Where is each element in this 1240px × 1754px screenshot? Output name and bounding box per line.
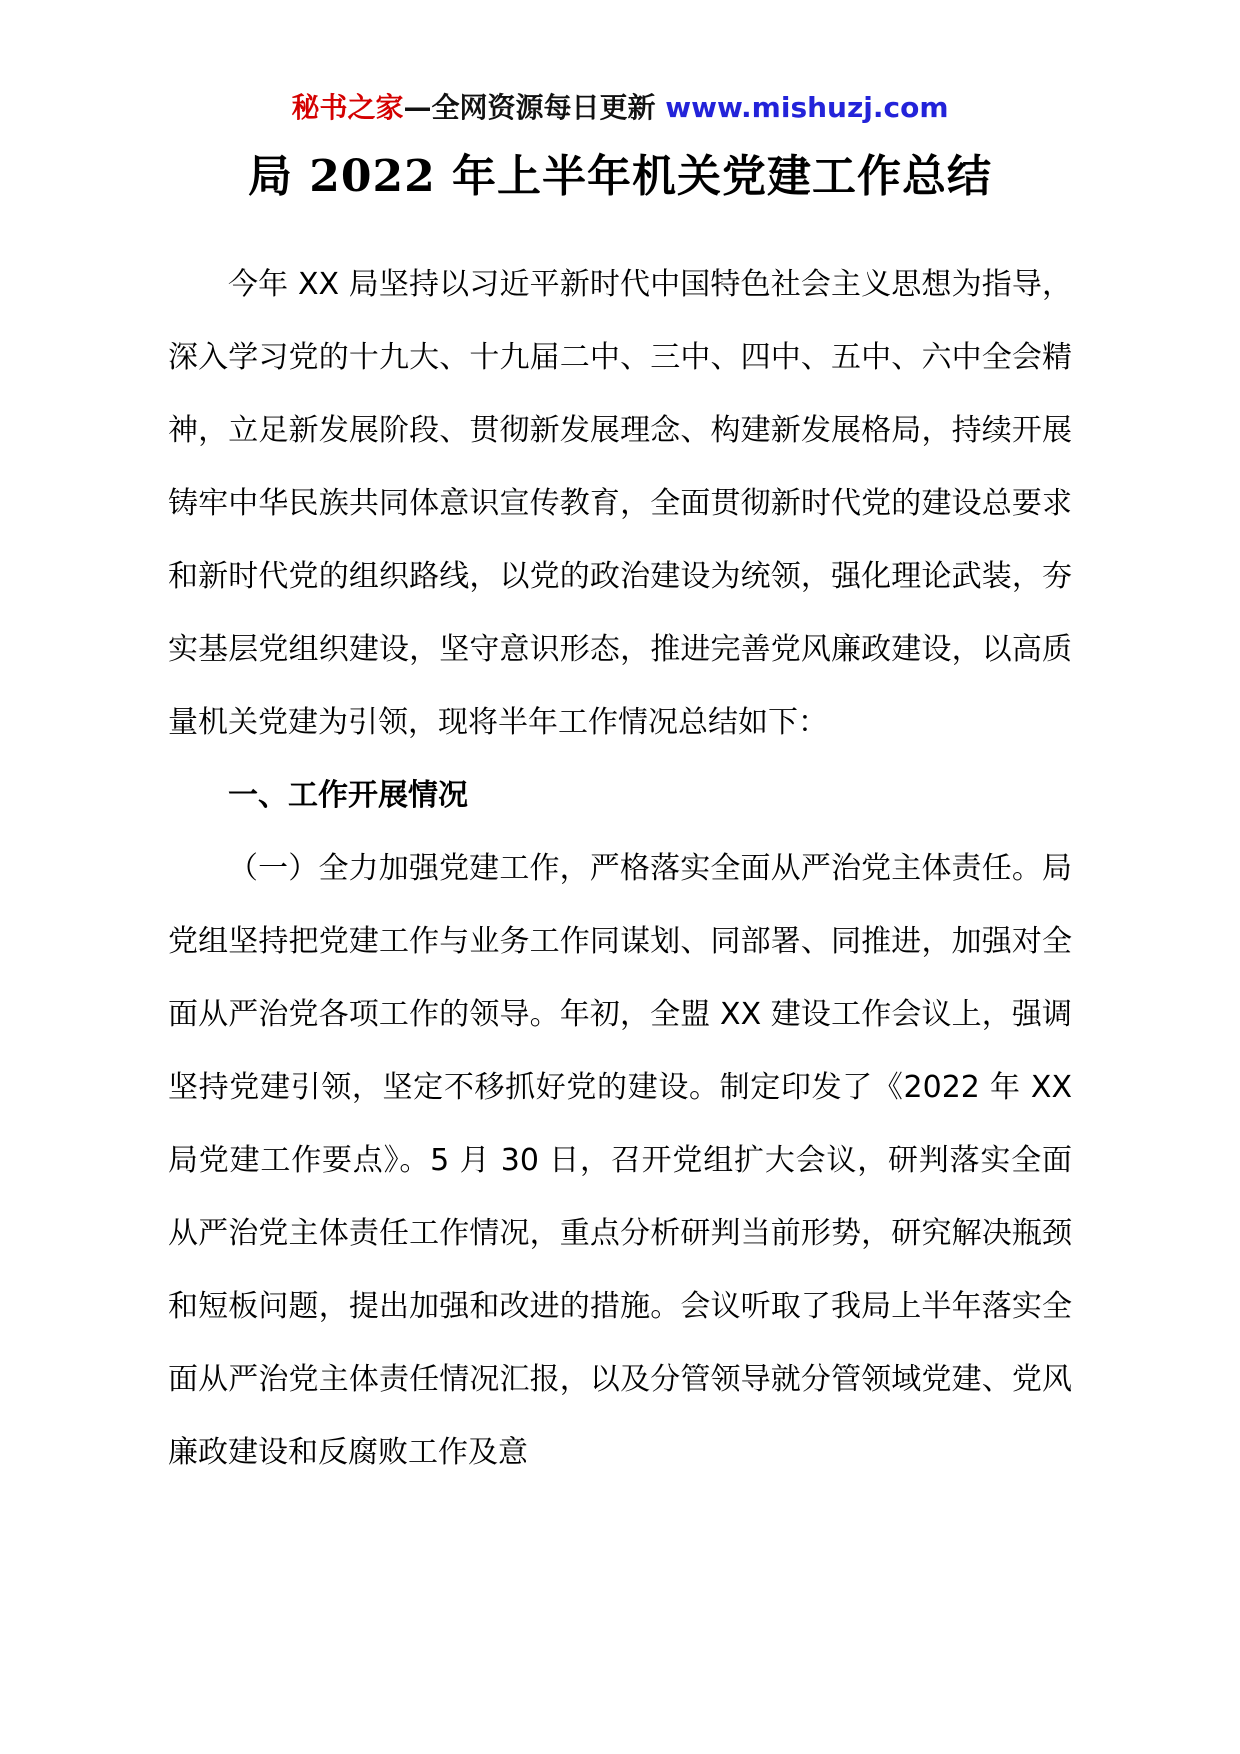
site-header <box>168 88 1072 128</box>
site-tagline: —全网资源每日更新 <box>403 91 666 124</box>
section-heading-1: 一、工作开展情况 <box>228 778 468 813</box>
document-title: 局 2022 年上半年机关党建工作总结 <box>247 151 993 202</box>
site-brand: 秘书之家 <box>291 91 404 124</box>
paragraph-intro: 今年 XX 局坚持以习近平新时代中国特色社会主义思想为指导，深入学习党的十九大、十九届二中、三中、四中、五中、六中全会精神，立足新发展阶段、贯彻新发展理念、构建新发展格局，持续开展铸牢中华民族共同体意识宣传教育，全面贯彻新时代党的建设总要求和新时代党的组织路线，以党的政治建设为统领，强化理论武装，夯实基层党组织建设，坚守意识形态，推进完善党风廉政建设，以高质量机关党建为引领，现将半年工作情况总结如下： <box>168 267 1072 740</box>
document-body <box>168 248 1072 1489</box>
paragraph-section-1-1: （一）全力加强党建工作，严格落实全面从严治党主体责任。局党组坚持把党建工作与业务工作同谋划、同部署、同推进，加强对全面从严治党各项工作的领导。年初，全盟 XX 建设工作会议上，强调坚持党建引领，坚定不移抓好党的建设。制定印发了《2022 年 XX 局党建工作要点》。5 月 30 日，召开党组扩大会议，研判落实全面从严治党主体责任工作情况，重点分析研判当前形势，研究解决瓶颈和短板问题，提出加强和改进的措施。会议听取了我局上半年落实全面从严治党主体责任情况汇报，以及分管领导就分管领域党建、党风廉政建设和反腐败工作及意 <box>168 851 1072 1470</box>
site-url-link[interactable]: www.mishuzj.com <box>665 91 949 124</box>
